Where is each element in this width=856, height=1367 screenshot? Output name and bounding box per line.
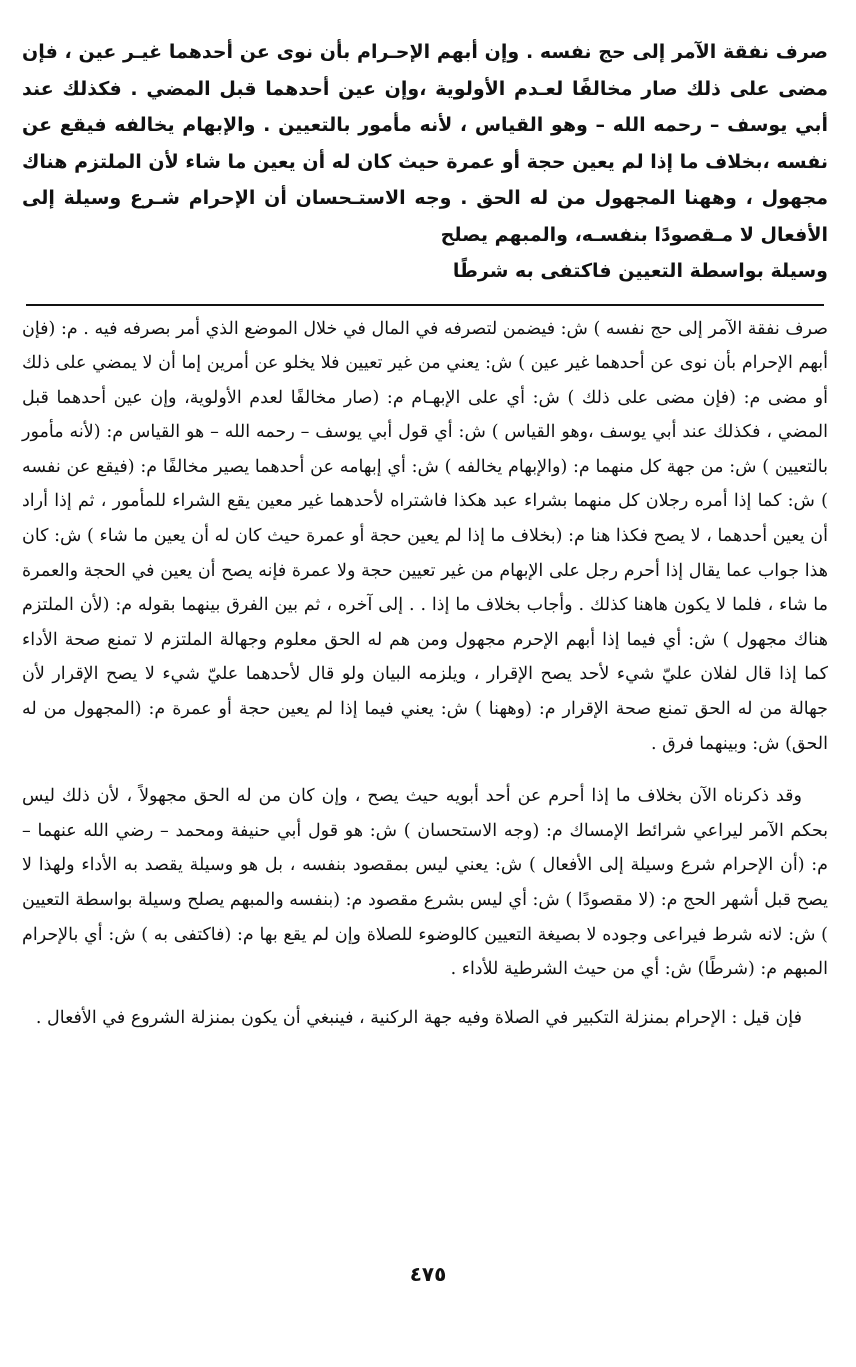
page-number: ٤٧٥ — [409, 1262, 447, 1286]
main-text-body: صرف نفقة الآمر إلى حج نفسه . وإن أبهم الإحـرام بأن نوى عن أحدهما غيـر عين ، فإن مضى على ذلك صار مخالفًا لعـدم الأولوية ،وإن عين أحدهما قبل المضي . فكذلك عند أبي يوسف – رحمه الله – وهو القياس ، لأنه مأمور بالتعيين . والإبهام يخالفه فيقع عن نفسه ،بخلاف ما إذا لم يعين حجة أو عمرة حيث كان له أن يعين ما شاء لأن الملتزم هناك مجهول ، وههنا المجهول من له الحق . وجه الاستـحسان أن الإحرام شـرع وسيلة إلى الأفعال لا مـقصودًا بنفسـه، والمبهم يصلح — [22, 41, 828, 246]
commentary-paragraph-3: فإن قيل : الإحرام بمنزلة التكبير في الصلاة وفيه جهة الركنية ، فينبغي أن يكون بمنزلة الشروع في الأفعال . — [35, 1007, 802, 1028]
main-text-last-line: وسيلة بواسطة التعيين فاكتفى به شرطًا — [452, 260, 828, 282]
separator-line — [26, 304, 824, 306]
commentary-text — [22, 312, 828, 1036]
commentary-paragraph-1: صرف نفقة الآمر إلى حج نفسه ) ش: فيضمن لتصرفه في المال في خلال الموضع الذي أمر بصرفه فيه . م: (فإن أبهم الإحرام بأن نوى عن أحدهما غير عين ) ش: يعني من غير تعيين فلا يخلو عن أمرين إما أن لا يمضي على ذلك أو مضى م: (فإن مضى على ذلك ) ش: أي على الإبهـام م: (صار مخالفًا لعدم الأولوية، وإن عين أحدهما قبل المضي ، فكذلك عند أبي يوسف ،وهو القياس ) ش: أي قول أبي يوسف – رحمه الله – هو القياس م: (لأنه مأمور بالتعيين ) ش: من جهة كل منهما م: (والإبهام يخالفه ) ش: أي إبهامه عن أحدهما يصير مخالفًا م: (فيقع عن نفسه ) ش: كما إذا أمره رجلان كل منهما بشراء عبد هكذا فاشتراه لأحدهما غير معين يقع الشراء للمأمور ، ثم إذا أراد أن يعين أحدهما ، لا يصح فكذا هنا م: (بخلاف ما إذا لم يعين حجة أو عمرة حيث كان له أن يعين ما شاء ) ش: كان هذا جواب عما يقال إذا أحرم رجل على الإبهام من غير تعيين حجة ولا عمرة فإنه يصح أن يعين في الحجة والعمرة ما شاء ، فلما لا يكون هاهنا كذلك . وأجاب بخلاف ما إذا . . إلى آخره ، ثم بين الفرق بينهما بقوله م: (لأن الملتزم هناك مجهول ) ش: أي فيما إذا أبهم الإحرم مجهول ومن هم له الحق معلوم وجهالة الملتزم لا تمنع صحة الأداء كما إذا قال لفلان عليّ شيء لأحد يصح الإقرار ، ويلزمه البيان ولو قال لأحدهما عليّ شيء لا يصح الإقرار لأن جهالة من له الحق تمنع صحة الإقرار م: (وههنا ) ش: يعني فيما إذا لم يعين حجة أو عمرة م: (المجهول من له الحق) ش: وبينهما فرق . — [22, 318, 828, 754]
main-text — [22, 34, 828, 290]
commentary-paragraph-2: وقد ذكرناه الآن بخلاف ما إذا أحرم عن أحد أبويه حيث يصح ، وإن كان من له الحق مجهولاً ، لأن ذلك ليس بحكم الآمر ليراعي شرائط الإمساك م: (وجه الاستحسان ) ش: هو قول أبي حنيفة ومحمد – رضي الله عنهما – م: (أن الإحرام شرع وسيلة إلى الأفعال ) ش: يعني ليس بمقصود بنفسه ، بل هو وسيلة يقصد به الأداء ولهذا لا يصح قبل أشهر الحج م: (لا مقصودًا ) ش: أي ليس بشرع مقصود م: (بنفسه والمبهم يصلح وسيلة بواسطة التعيين ) ش: لانه شرط فيراعى وجوده لا بصيغة التعيين كالوضوء للصلاة وإن لم يقع بها م: (فاكتفى به ) ش: أي بالإحرام المبهم م: (شرطًا) ش: أي من حيث الشرطية للأداء . — [22, 786, 828, 980]
